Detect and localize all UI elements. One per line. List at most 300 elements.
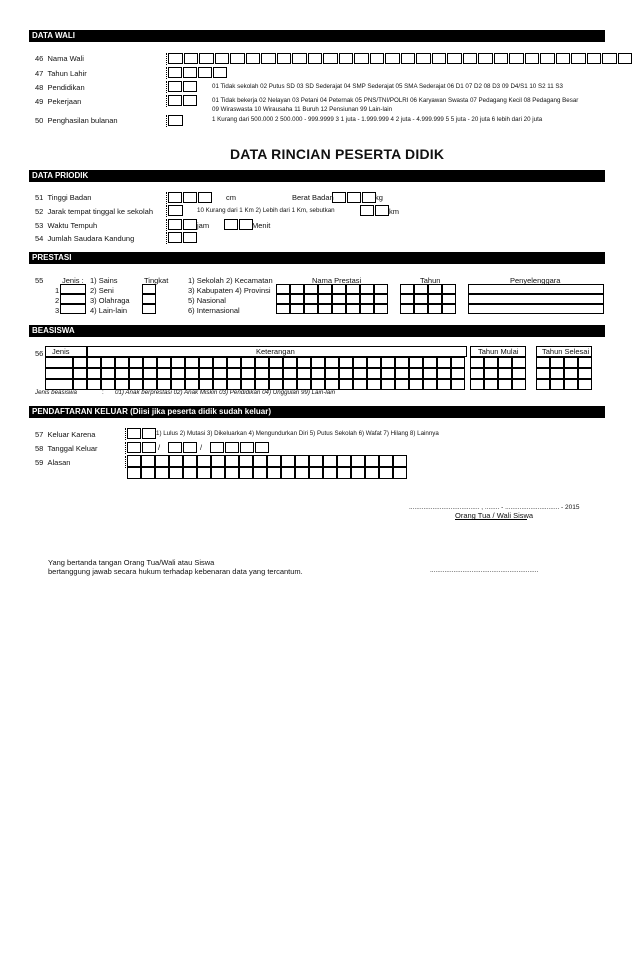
grid-cell[interactable]: [428, 284, 442, 294]
entry-cell[interactable]: [213, 67, 227, 78]
grid-cell[interactable]: [185, 357, 199, 368]
grid-cell[interactable]: [550, 368, 564, 379]
jenis-item-3: 3) Olahraga: [90, 296, 130, 305]
grid-cell[interactable]: [276, 284, 290, 294]
grid-cell[interactable]: [536, 357, 550, 368]
grid-cell[interactable]: [297, 368, 311, 379]
penyelenggara-grid[interactable]: [468, 284, 604, 314]
km-unit: km: [389, 207, 399, 216]
grid-cell[interactable]: [374, 284, 388, 294]
grid-cell[interactable]: [197, 467, 211, 479]
grid-cell[interactable]: [451, 379, 465, 390]
penghasilan-options: 1 Kurang dari 500.000 2 500.000 - 999.9999 3 1 juta - 1.999.999 4 2 juta - 4.999.999 5 5 juta - 20 juta 6 lebih dari 20 juta: [212, 116, 543, 123]
row-46-label: 46 Nama Wali: [35, 54, 84, 63]
grid-cell[interactable]: [442, 304, 456, 314]
grid-cell[interactable]: [325, 357, 339, 368]
grid-cell[interactable]: [332, 304, 346, 314]
grid-cell[interactable]: [227, 368, 241, 379]
entry-cell[interactable]: [142, 442, 156, 453]
grid-cell[interactable]: [87, 368, 101, 379]
tingkat-item-2: 3) Kabupaten 4) Provinsi: [188, 286, 271, 295]
grid-cell[interactable]: [353, 357, 367, 368]
entry-cell[interactable]: [198, 67, 212, 78]
tingkat-item-3: 5) Nasional: [188, 296, 226, 305]
grid-cell[interactable]: [183, 455, 197, 467]
grid-cell[interactable]: [381, 379, 395, 390]
grid-cell[interactable]: [395, 357, 409, 368]
entry-cell[interactable]: [540, 53, 555, 64]
prestasi-jenis-boxes[interactable]: [60, 284, 86, 314]
grid-cell[interactable]: [297, 357, 311, 368]
grid-cell[interactable]: [239, 467, 253, 479]
grid-cell[interactable]: [211, 467, 225, 479]
grid-cell[interactable]: [451, 357, 465, 368]
row-54-label: 54 Jumlah Saudara Kandung: [35, 234, 135, 243]
pekerjaan-options-2: 09 Wiraswasta 10 Wirausaha 11 Buruh 12 Pensiunan 99 Lain-lain: [212, 106, 393, 113]
entry-cell[interactable]: [183, 192, 197, 203]
grid-cell[interactable]: [423, 368, 437, 379]
nama-prestasi-header: Nama Prestasi: [312, 276, 362, 285]
section-header-keluar: PENDAFTARAN KELUAR (Diisi jika peserta didik sudah keluar): [29, 406, 605, 418]
grid-cell[interactable]: [393, 467, 407, 479]
grid-cell[interactable]: [578, 368, 592, 379]
grid-cell[interactable]: [379, 455, 393, 467]
grid-cell[interactable]: [101, 357, 115, 368]
keluar-options: 1) Lulus 2) Mutasi 3) Dikeluarkan 4) Mengundurkan Diri 5) Putus Sekolah 6) Wafat 7) Hilang 8) Lainnya: [156, 430, 439, 437]
grid-cell[interactable]: [360, 284, 374, 294]
grid-cell[interactable]: [353, 368, 367, 379]
grid-cell[interactable]: [437, 357, 451, 368]
entry-cell[interactable]: [168, 205, 183, 216]
nama-wali-field[interactable]: [168, 53, 633, 64]
jarak-km-field[interactable]: [360, 205, 390, 216]
grid-cell[interactable]: [213, 368, 227, 379]
grid-cell[interactable]: [374, 304, 388, 314]
grid-cell[interactable]: [400, 284, 414, 294]
grid-cell[interactable]: [564, 357, 578, 368]
grid-cell[interactable]: [442, 294, 456, 304]
grid-cell[interactable]: [564, 379, 578, 390]
entry-cell[interactable]: [339, 53, 354, 64]
grid-cell[interactable]: [536, 368, 550, 379]
grid-cell[interactable]: [536, 379, 550, 390]
grid-cell[interactable]: [155, 467, 169, 479]
jarak-options: 10 Kurang dari 1 Km 2) Lebih dari 1 Km, sebutkan: [197, 207, 335, 214]
grid-cell[interactable]: [414, 284, 428, 294]
entry-cell[interactable]: [277, 53, 292, 64]
entry-cell[interactable]: [225, 442, 239, 453]
grid-cell[interactable]: [423, 379, 437, 390]
grid-cell[interactable]: [311, 357, 325, 368]
grid-cell[interactable]: [393, 455, 407, 467]
entry-cell[interactable]: [463, 53, 478, 64]
grid-cell[interactable]: [309, 467, 323, 479]
grid-cell[interactable]: [374, 294, 388, 304]
grid-cell[interactable]: [281, 467, 295, 479]
grid-cell[interactable]: [512, 368, 526, 379]
jarak-field[interactable]: [168, 205, 184, 216]
grid-cell[interactable]: [171, 357, 185, 368]
jam-unit: jam: [197, 221, 210, 230]
row-58-label: 58 Tanggal Keluar: [35, 444, 98, 453]
date-slash-2: /: [200, 443, 203, 452]
grid-cell[interactable]: [225, 455, 239, 467]
tingkat-item-4: 6) Internasional: [188, 306, 240, 315]
grid-cell[interactable]: [241, 357, 255, 368]
grid-cell[interactable]: [276, 294, 290, 304]
grid-cell[interactable]: [437, 379, 451, 390]
grid-cell[interactable]: [332, 284, 346, 294]
grid-cell[interactable]: [269, 368, 283, 379]
grid-cell[interactable]: [255, 368, 269, 379]
grid-cell[interactable]: [199, 368, 213, 379]
grid-cell[interactable]: [323, 467, 337, 479]
grid-cell[interactable]: [295, 467, 309, 479]
grid-cell[interactable]: [381, 368, 395, 379]
grid-cell[interactable]: [157, 368, 171, 379]
entry-cell[interactable]: [210, 442, 224, 453]
entry-cell[interactable]: [401, 53, 416, 64]
entry-cell[interactable]: [240, 442, 254, 453]
grid-cell[interactable]: [451, 368, 465, 379]
grid-cell[interactable]: [311, 368, 325, 379]
grid-cell[interactable]: [309, 455, 323, 467]
grid-cell[interactable]: [578, 379, 592, 390]
grid-cell[interactable]: [360, 304, 374, 314]
jenis-item-2: 2) Seni: [90, 286, 114, 295]
entry-cell[interactable]: [168, 81, 182, 92]
entry-cell[interactable]: [168, 95, 182, 106]
grid-cell[interactable]: [290, 284, 304, 294]
entry-cell[interactable]: [168, 67, 182, 78]
grid-cell[interactable]: [227, 357, 241, 368]
grid-cell[interactable]: [295, 455, 309, 467]
signer-underline: [455, 519, 527, 520]
grid-cell[interactable]: [381, 357, 395, 368]
grid-cell[interactable]: [267, 455, 281, 467]
pekerjaan-field[interactable]: [168, 95, 198, 106]
waktu-jam-field[interactable]: [168, 219, 198, 230]
grid-cell[interactable]: [253, 455, 267, 467]
section-header-data-wali: DATA WALI: [29, 30, 605, 42]
grid-cell[interactable]: [269, 357, 283, 368]
section-header-beasiswa: BEASISWA: [29, 325, 605, 337]
entry-cell[interactable]: [183, 442, 197, 453]
grid-cell[interactable]: [400, 294, 414, 304]
entry-cell[interactable]: [224, 219, 238, 230]
entry-cell[interactable]: [183, 81, 197, 92]
entry-cell[interactable]: [168, 53, 183, 64]
grid-cell[interactable]: [127, 467, 141, 479]
grid-cell[interactable]: [339, 357, 353, 368]
grid-cell[interactable]: [498, 368, 512, 379]
entry-cell[interactable]: [199, 53, 214, 64]
tahun-selesai-header: Tahun Selesai: [542, 347, 590, 356]
grid-cell[interactable]: [199, 357, 213, 368]
grid-cell[interactable]: [353, 379, 367, 390]
grid-cell[interactable]: [283, 357, 297, 368]
berat-badan-field[interactable]: [332, 192, 377, 203]
entry-cell[interactable]: [375, 205, 389, 216]
grid-cell[interactable]: [171, 368, 185, 379]
grid-cell[interactable]: [437, 368, 451, 379]
grid-cell[interactable]: [409, 368, 423, 379]
entry-cell[interactable]: [385, 53, 400, 64]
grid-cell[interactable]: [428, 304, 442, 314]
grid-cell[interactable]: [346, 284, 360, 294]
grid-cell[interactable]: [498, 379, 512, 390]
grid-cell[interactable]: [339, 368, 353, 379]
grid-cell[interactable]: [365, 467, 379, 479]
row-57-label: 57 Keluar Karena: [35, 430, 96, 439]
grid-cell[interactable]: [484, 368, 498, 379]
grid-cell[interactable]: [325, 368, 339, 379]
entry-cell[interactable]: [198, 192, 212, 203]
grid-cell[interactable]: [276, 304, 290, 314]
grid-cell[interactable]: [253, 467, 267, 479]
prestasi-tingkat-boxes[interactable]: [142, 284, 156, 314]
entry-cell[interactable]: [362, 192, 376, 203]
grid-cell[interactable]: [395, 368, 409, 379]
grid-cell[interactable]: [157, 357, 171, 368]
grid-cell[interactable]: [304, 304, 318, 314]
penyelenggara-header: Penyelenggara: [510, 276, 561, 285]
tingkat-item-1: 1) Sekolah 2) Kecamatan: [188, 276, 273, 285]
grid-cell[interactable]: [367, 368, 381, 379]
entry-cell[interactable]: [354, 53, 369, 64]
entry-cell[interactable]: [261, 53, 276, 64]
grid-cell[interactable]: [155, 455, 169, 467]
grid-cell[interactable]: [409, 379, 423, 390]
grid-cell[interactable]: [281, 455, 295, 467]
entry-cell[interactable]: [168, 232, 182, 243]
grid-cell[interactable]: [484, 357, 498, 368]
signer-label: Orang Tua / Wali Siswa: [455, 511, 534, 520]
entry-cell[interactable]: [447, 53, 462, 64]
grid-cell[interactable]: [87, 379, 101, 390]
grid-cell[interactable]: [550, 379, 564, 390]
prestasi-row-num-2: 2: [55, 296, 60, 305]
entry-cell[interactable]: [556, 53, 571, 64]
jenis-beasiswa-header: Jenis: [52, 347, 70, 356]
entry-cell[interactable]: [347, 192, 361, 203]
jenis-beasiswa-note-options: 01) Anak berprestasi 02) Anak Miskin 03) Pendidikan 04) Unggulan 99) Lain-lain: [115, 389, 336, 396]
tahun-mulai-grid[interactable]: [470, 357, 526, 390]
grid-cell[interactable]: [318, 284, 332, 294]
grid-cell[interactable]: [183, 467, 197, 479]
entry-cell[interactable]: [602, 53, 617, 64]
tahun-grid[interactable]: [400, 284, 456, 314]
keterangan-grid[interactable]: [87, 357, 465, 390]
saudara-field[interactable]: [168, 232, 198, 243]
grid-cell[interactable]: [550, 357, 564, 368]
grid-cell[interactable]: [351, 467, 365, 479]
tanggal-keluar-year[interactable]: [210, 442, 270, 453]
entry-cell[interactable]: [416, 53, 431, 64]
tahun-header: Tahun: [420, 276, 441, 285]
grid-cell[interactable]: [197, 455, 211, 467]
grid-cell[interactable]: [379, 467, 393, 479]
grid-cell[interactable]: [101, 368, 115, 379]
entry-cell[interactable]: [432, 53, 447, 64]
grid-cell[interactable]: [323, 455, 337, 467]
tahun-lahir-field[interactable]: [168, 67, 228, 78]
entry-cell[interactable]: [127, 442, 141, 453]
grid-cell[interactable]: [512, 379, 526, 390]
grid-cell[interactable]: [395, 379, 409, 390]
grid-cell[interactable]: [304, 284, 318, 294]
grid-cell[interactable]: [442, 284, 456, 294]
entry-cell[interactable]: [587, 53, 602, 64]
page-title: DATA RINCIAN PESERTA DIDIK: [230, 146, 445, 162]
entry-cell[interactable]: [360, 205, 374, 216]
entry-cell[interactable]: [571, 53, 586, 64]
entry-cell[interactable]: [370, 53, 385, 64]
waktu-menit-field[interactable]: [224, 219, 254, 230]
row-49-label: 49 Pekerjaan: [35, 97, 82, 106]
alasan-grid[interactable]: [127, 455, 407, 479]
grid-cell[interactable]: [470, 379, 484, 390]
entry-cell[interactable]: [168, 115, 183, 126]
entry-cell[interactable]: [494, 53, 509, 64]
grid-cell[interactable]: [339, 379, 353, 390]
grid-cell[interactable]: [304, 294, 318, 304]
grid-cell[interactable]: [351, 455, 365, 467]
entry-cell[interactable]: [168, 442, 182, 453]
grid-cell[interactable]: [213, 357, 227, 368]
grid-cell[interactable]: [498, 357, 512, 368]
entry-cell[interactable]: [183, 95, 197, 106]
grid-cell[interactable]: [127, 455, 141, 467]
entry-cell[interactable]: [332, 192, 346, 203]
grid-cell[interactable]: [169, 467, 183, 479]
prestasi-row-num-3: 3: [55, 306, 60, 315]
statement-line-2: bertanggung jawab secara hukum terhadap kebenaran data yang tercantum.: [48, 567, 303, 576]
keterangan-header: Keterangan: [256, 347, 295, 356]
entry-cell[interactable]: [292, 53, 307, 64]
grid-cell[interactable]: [141, 455, 155, 467]
menit-unit: Menit: [252, 221, 271, 230]
grid-cell[interactable]: [423, 357, 437, 368]
grid-cell[interactable]: [470, 357, 484, 368]
grid-cell[interactable]: [365, 455, 379, 467]
entry-cell[interactable]: [525, 53, 540, 64]
grid-cell[interactable]: [318, 304, 332, 314]
entry-cell[interactable]: [509, 53, 524, 64]
statement-line-1: Yang bertanda tangan Orang Tua/Wali atau Siswa: [48, 558, 215, 567]
tanggal-keluar-month[interactable]: [168, 442, 198, 453]
grid-cell[interactable]: [255, 357, 269, 368]
signature-date-line: ....................................... , ........ - .............................. - 2015: [409, 504, 580, 511]
grid-cell[interactable]: [267, 467, 281, 479]
tahun-selesai-grid[interactable]: [536, 357, 592, 390]
date-slash-1: /: [158, 443, 161, 452]
grid-cell[interactable]: [470, 368, 484, 379]
grid-cell[interactable]: [225, 467, 239, 479]
entry-cell[interactable]: [308, 53, 323, 64]
entry-cell[interactable]: [183, 67, 197, 78]
grid-cell[interactable]: [241, 368, 255, 379]
grid-cell[interactable]: [290, 294, 304, 304]
entry-cell[interactable]: [246, 53, 261, 64]
penghasilan-field[interactable]: [168, 115, 184, 126]
entry-cell[interactable]: [323, 53, 338, 64]
grid-cell[interactable]: [332, 294, 346, 304]
entry-cell[interactable]: [168, 192, 182, 203]
grid-cell[interactable]: [414, 294, 428, 304]
nama-prestasi-grid[interactable]: [276, 284, 388, 314]
grid-cell[interactable]: [367, 357, 381, 368]
entry-cell[interactable]: [183, 219, 197, 230]
grid-cell[interactable]: [400, 304, 414, 314]
grid-cell[interactable]: [360, 294, 374, 304]
tahun-mulai-header: Tahun Mulai: [478, 347, 519, 356]
row-59-label: 59 Alasan: [35, 458, 71, 467]
grid-cell[interactable]: [564, 368, 578, 379]
entry-cell[interactable]: [168, 219, 182, 230]
grid-cell[interactable]: [283, 368, 297, 379]
entry-cell[interactable]: [239, 219, 253, 230]
grid-cell[interactable]: [239, 455, 253, 467]
section-header-prestasi: PRESTASI: [29, 252, 605, 264]
jenis-beasiswa-grid[interactable]: [45, 357, 87, 390]
entry-cell[interactable]: [183, 232, 197, 243]
grid-cell[interactable]: [367, 379, 381, 390]
section-header-data-priodik: DATA PRIODIK: [29, 170, 605, 182]
entry-cell[interactable]: [142, 428, 156, 439]
grid-cell[interactable]: [337, 467, 351, 479]
entry-cell[interactable]: [255, 442, 269, 453]
grid-cell[interactable]: [484, 379, 498, 390]
grid-cell[interactable]: [409, 357, 423, 368]
row-50-label: 50 Penghasilan bulanan: [35, 116, 118, 125]
grid-cell[interactable]: [211, 455, 225, 467]
grid-cell[interactable]: [115, 357, 129, 368]
grid-cell[interactable]: [290, 304, 304, 314]
pendidikan-field[interactable]: [168, 81, 198, 92]
entry-cell[interactable]: [127, 428, 141, 439]
grid-cell[interactable]: [414, 304, 428, 314]
grid-cell[interactable]: [512, 357, 526, 368]
grid-cell[interactable]: [346, 304, 360, 314]
row-52-label: 52 Jarak tempat tinggal ke sekolah: [35, 207, 153, 216]
grid-cell[interactable]: [141, 467, 155, 479]
grid-cell[interactable]: [169, 455, 183, 467]
entry-cell[interactable]: [215, 53, 230, 64]
grid-cell[interactable]: [346, 294, 360, 304]
grid-cell[interactable]: [428, 294, 442, 304]
grid-cell[interactable]: [129, 357, 143, 368]
grid-cell[interactable]: [185, 368, 199, 379]
jenis-item-4: 4) Lain-lain: [90, 306, 128, 315]
entry-cell[interactable]: [618, 53, 633, 64]
entry-cell[interactable]: [184, 53, 199, 64]
grid-cell[interactable]: [87, 357, 101, 368]
entry-cell[interactable]: [230, 53, 245, 64]
tinggi-badan-field[interactable]: [168, 192, 213, 203]
tanggal-keluar-day[interactable]: [127, 442, 157, 453]
grid-cell[interactable]: [143, 357, 157, 368]
keluar-karena-field[interactable]: [127, 428, 157, 439]
grid-cell[interactable]: [143, 368, 157, 379]
grid-cell[interactable]: [318, 294, 332, 304]
grid-cell[interactable]: [115, 368, 129, 379]
grid-cell[interactable]: [578, 357, 592, 368]
grid-cell[interactable]: [337, 455, 351, 467]
berat-badan-label: Berat Badan: [292, 193, 334, 202]
grid-cell[interactable]: [129, 368, 143, 379]
entry-cell[interactable]: [478, 53, 493, 64]
